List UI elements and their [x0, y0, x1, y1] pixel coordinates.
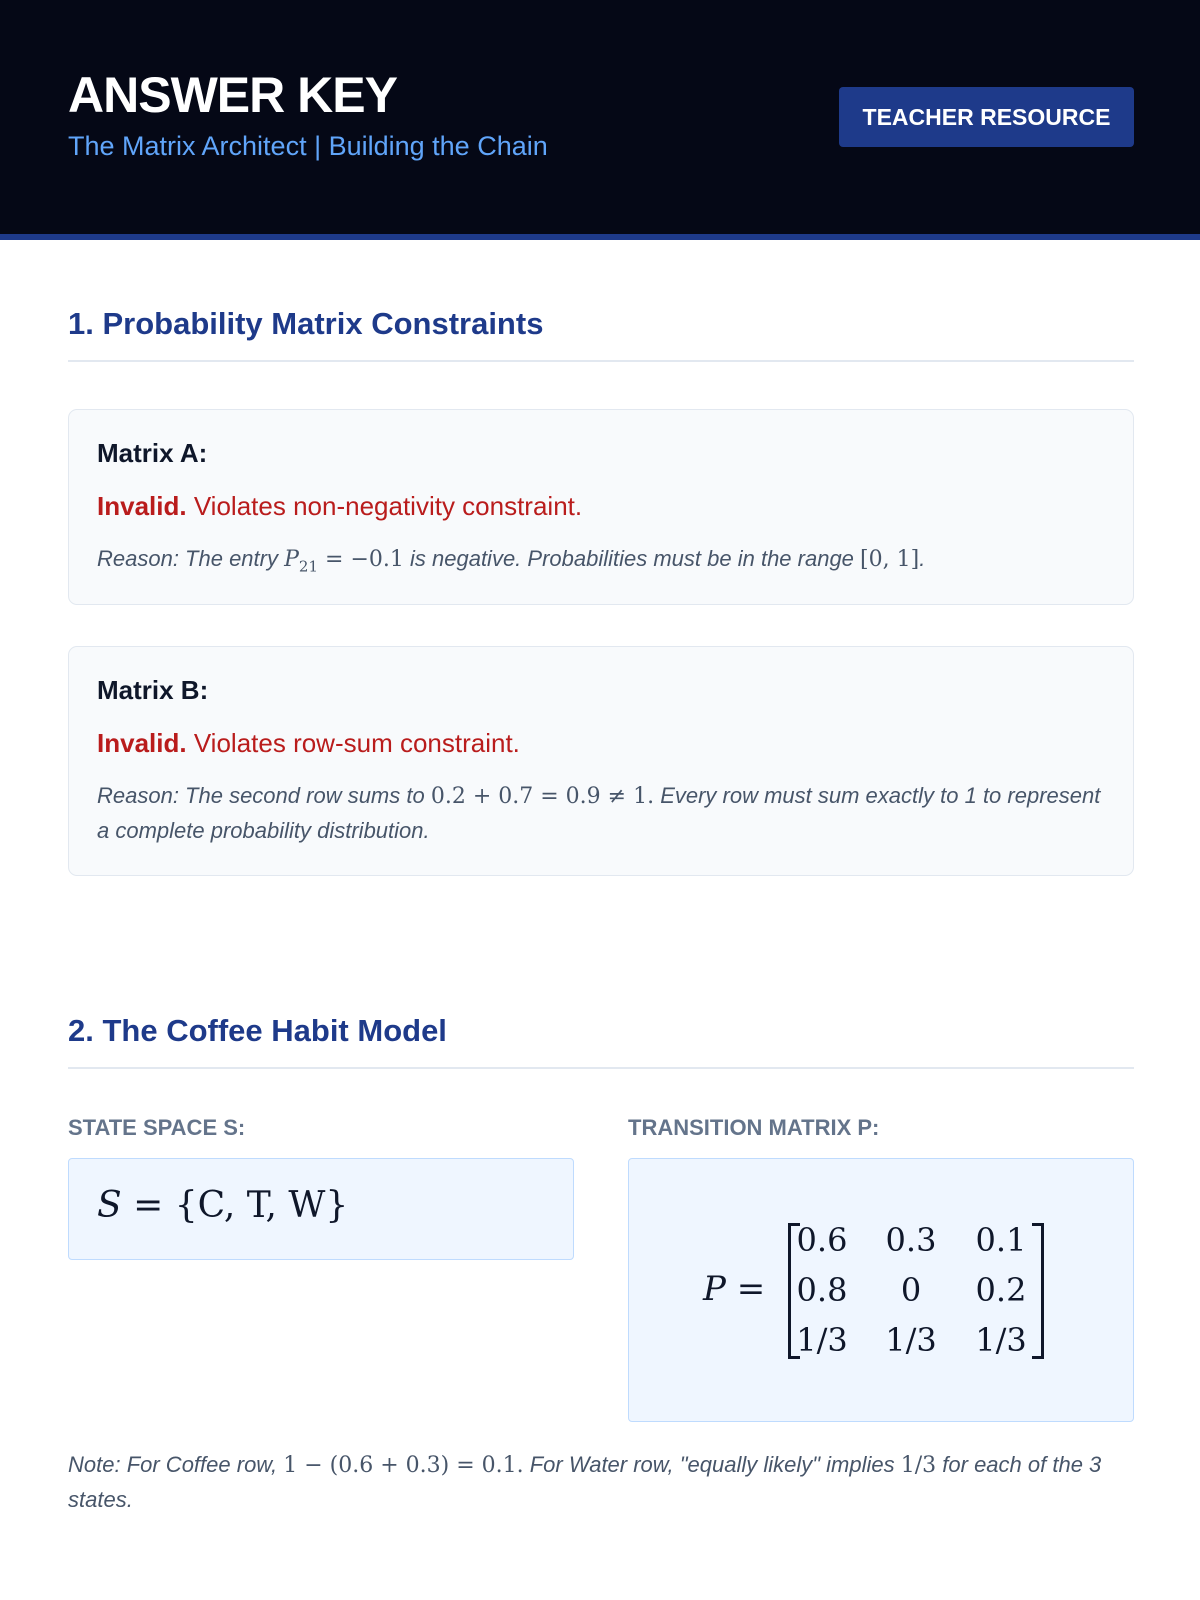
matrix-p-symbol: P =	[703, 1269, 766, 1309]
matrix-b-verdict-strong: Invalid.	[97, 728, 187, 758]
matrix-a-reason-prefix: Reason: The entry	[97, 546, 278, 571]
matrix-b-reason-prefix: Reason: The second row sums to	[97, 783, 425, 808]
state-space-set: = {C, T, W}	[133, 1185, 349, 1226]
matrix-b-card	[68, 646, 1134, 876]
matrix-a-heading: Matrix A:	[97, 438, 208, 468]
matrix-cell: 1/3	[975, 1321, 1027, 1359]
matrix-b-reason-suffix: Every row must sum exactly to 1 to represent a complete probability distribution.	[97, 783, 1101, 843]
page-subtitle: The Matrix Architect | Building the Chain	[68, 131, 548, 161]
note-part-c: for each of the 3 states.	[68, 1452, 1102, 1512]
note-part-b: For Water row, "equally likely" implies	[529, 1452, 895, 1477]
matrix-b-row-sum-math: 0.2 + 0.7 = 0.9 ≠ 1.	[430, 784, 655, 809]
page-title: ANSWER KEY	[68, 67, 397, 123]
matrix-cell: 1/3	[885, 1321, 937, 1359]
matrix-a-verdict	[97, 491, 1105, 522]
matrix-cell: 0.6	[796, 1221, 848, 1259]
matrix-a-reason-end: .	[919, 546, 926, 571]
matrix-cell: 0.1	[975, 1221, 1027, 1259]
matrix-a-verdict-strong: Invalid.	[97, 491, 187, 521]
note-water-math: 1/3	[900, 1453, 937, 1478]
transition-matrix-label: TRANSITION MATRIX P:	[628, 1115, 880, 1140]
matrix-a-card	[68, 409, 1134, 605]
matrix-b-verdict-text: Violates row-sum constraint.	[193, 728, 520, 758]
matrix-a-entry-value: = −0.1	[325, 547, 404, 572]
matrix-b-heading: Matrix B:	[97, 675, 209, 705]
matrix-cell: 0.2	[975, 1271, 1027, 1309]
note-coffee-math: 1 − (0.6 + 0.3) = 0.1.	[283, 1453, 524, 1478]
note-part-a: Note: For Coffee row,	[68, 1452, 278, 1477]
matrix-a-reason-mid: is negative. Probabilities must be in the range	[410, 546, 854, 571]
matrix-b-reason	[97, 779, 1105, 848]
teacher-resource-badge: TEACHER RESOURCE	[839, 87, 1134, 147]
state-space-math: S = {C, T, W}	[97, 1185, 349, 1226]
matrix-a-entry-math: $P_{21} = -0.1$	[284, 547, 404, 576]
matrix-cell: 1/3	[796, 1321, 848, 1359]
matrix-a-reason	[97, 542, 1105, 583]
matrix-cell: 0.3	[885, 1221, 937, 1259]
header-banner	[0, 0, 1200, 240]
section-1-title: 1. Probability Matrix Constraints	[68, 306, 1134, 362]
section-2-title: 2. The Coffee Habit Model	[68, 1013, 1134, 1069]
coffee-model-note	[68, 1448, 1138, 1517]
transition-matrix-box	[628, 1158, 1134, 1422]
matrix-cell: 0.8	[796, 1271, 848, 1309]
matrix-a-range-math: [0, 1]	[860, 547, 920, 572]
matrix-b-verdict	[97, 728, 1105, 759]
matrix-cell: 0	[900, 1271, 922, 1309]
state-space-box	[68, 1158, 574, 1260]
matrix-a-verdict-text: Violates non-negativity constraint.	[193, 491, 583, 521]
state-space-label: STATE SPACE S:	[68, 1115, 246, 1140]
